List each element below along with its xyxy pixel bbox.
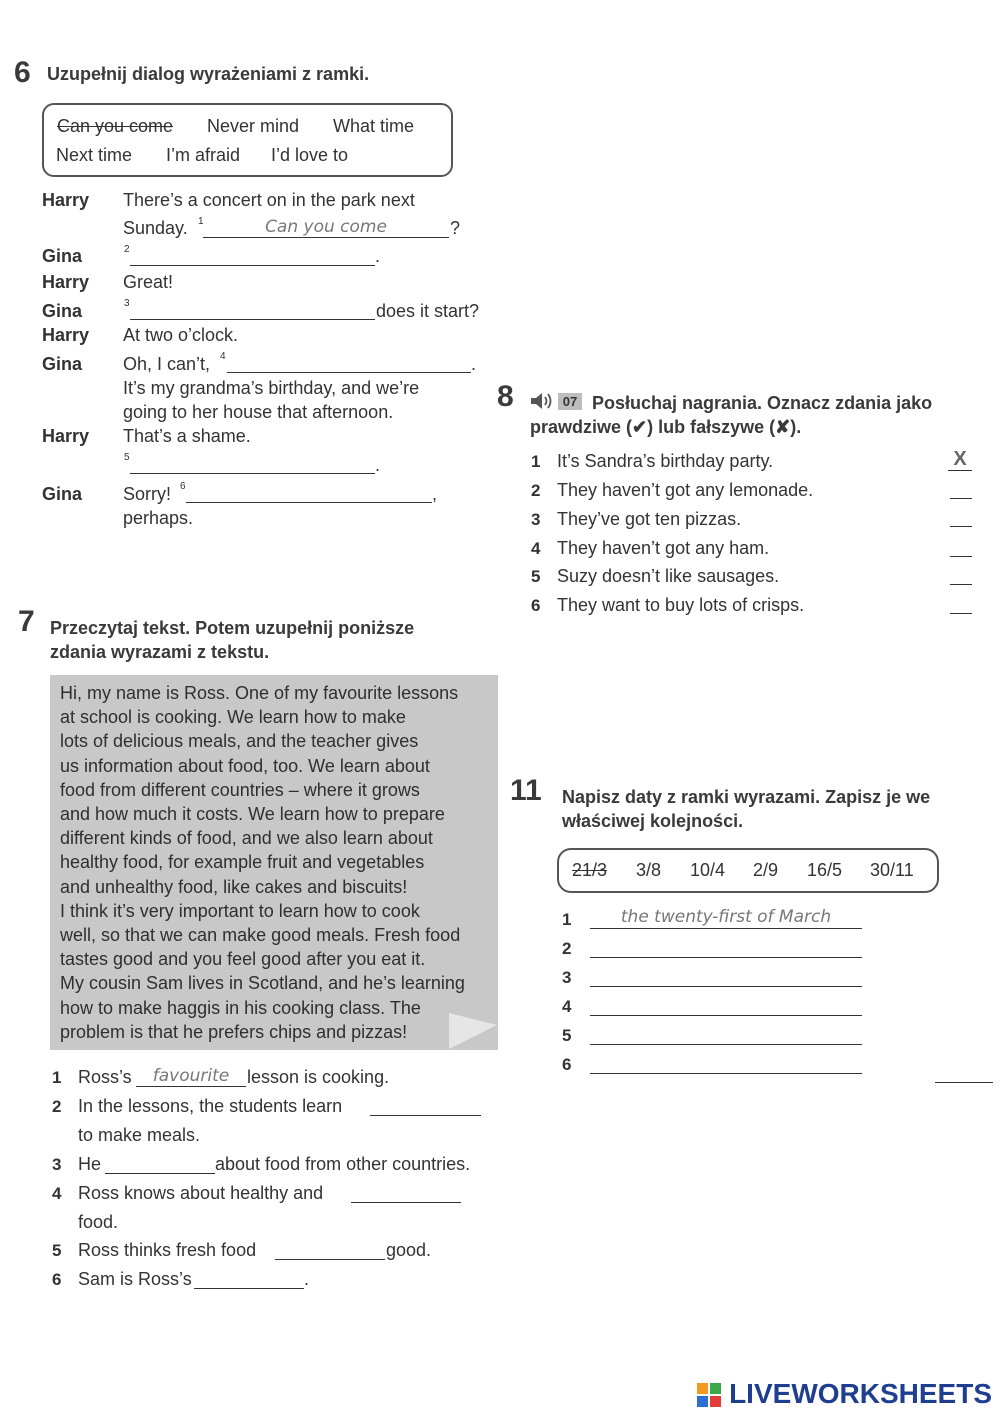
speaker-gina: Gina	[42, 301, 83, 321]
exercise-11-number: 11	[510, 774, 542, 807]
exercise-8-number: 8	[497, 380, 514, 413]
dialog-line: perhaps.	[123, 508, 194, 528]
date-item: 3/8	[636, 860, 662, 880]
dialog-line: At two o’clock.	[123, 325, 239, 345]
statement-text: They haven’t got any ham.	[557, 538, 770, 558]
audio-speaker-icon[interactable]	[529, 391, 557, 411]
item-number: 1	[562, 910, 572, 929]
exercise-7-number: 7	[18, 605, 35, 638]
reading-line: and how much it costs. We learn how to prepare	[60, 804, 445, 825]
answer-mark: X	[953, 448, 967, 470]
reading-line: us information about food, too. We learn about	[60, 755, 430, 776]
sentence-text: Ross thinks fresh food	[78, 1240, 257, 1260]
date-item: 30/11	[870, 860, 914, 880]
dialog-line: It’s my grandma’s birthday, and we’re	[123, 378, 420, 398]
box-word-next-time: Next time	[56, 145, 133, 165]
box-word-can-you-come: Can you come	[57, 116, 174, 136]
reading-line: and unhealthy food, like cakes and biscuits!	[60, 876, 408, 897]
exercise-8-title-line1: Posłuchaj nagrania. Oznacz zdania jako	[592, 393, 933, 413]
dialog-line: There’s a concert on in the park next	[123, 190, 415, 210]
item-number: 6	[562, 1055, 572, 1074]
dialog-blank-2[interactable]	[130, 265, 375, 266]
reading-line: problem is that he prefers chips and pizzas!	[60, 1021, 408, 1042]
box-word-id-love-to: I’d love to	[271, 145, 349, 165]
speaker-harry: Harry	[42, 272, 90, 292]
item-number: 1	[52, 1068, 62, 1087]
date-blank-6[interactable]	[590, 1073, 862, 1074]
date-blank-2[interactable]	[590, 957, 862, 958]
mark-blank-6[interactable]	[950, 613, 972, 614]
punctuation: ?	[450, 218, 461, 238]
ex7-blank-3[interactable]	[105, 1173, 215, 1174]
speaker-gina: Gina	[42, 354, 83, 374]
dialog-answer-1: Can you come	[265, 217, 387, 237]
reading-text	[60, 681, 490, 1044]
exercise-11-title-line2: właściwej kolejności.	[562, 811, 744, 831]
item-number: 2	[562, 939, 572, 958]
dialog-blank-1[interactable]	[203, 237, 449, 238]
item-number: 4	[52, 1184, 62, 1203]
exercise-6-number: 6	[14, 56, 31, 89]
reading-line: Hi, my name is Ross. One of my favourite lessons	[60, 683, 459, 703]
date-blank-1[interactable]	[590, 928, 862, 929]
item-number: 6	[531, 596, 541, 615]
sentence-text: Sam is Ross’s	[78, 1269, 192, 1289]
dialog-blank-5[interactable]	[130, 473, 375, 474]
sentence-text: lesson is cooking.	[247, 1067, 390, 1087]
ex7-blank-5[interactable]	[275, 1259, 385, 1260]
reading-line: I think it’s very important to learn how to cook	[60, 900, 420, 921]
sentence-text: good.	[386, 1240, 432, 1260]
dialog-line: Great!	[123, 272, 174, 292]
punctuation: .	[375, 455, 381, 475]
dialog-blank-3[interactable]	[130, 319, 375, 320]
reading-line: healthy food, for example fruit and vegetables	[60, 852, 425, 873]
reading-line: at school is cooking. We learn how to make	[60, 707, 406, 728]
mark-blank-5[interactable]	[950, 584, 972, 585]
punctuation: ,	[432, 484, 438, 504]
reading-line: different kinds of food, and we also learn about	[60, 828, 433, 849]
exercise-6-title: Uzupełnij dialog wyrażeniami z ramki.	[47, 64, 370, 84]
statement-text: They want to buy lots of crisps.	[557, 595, 805, 615]
date-blank-3[interactable]	[590, 986, 862, 987]
blank-number: 1	[198, 216, 204, 227]
reading-line: how to make haggis in his cooking class. The	[60, 997, 421, 1018]
mark-blank-4[interactable]	[950, 556, 972, 557]
reading-line: tastes good and you feel good after you eat it.	[60, 949, 426, 970]
box-word-im-afraid: I’m afraid	[166, 145, 241, 165]
ex7-answer-1: favourite	[152, 1066, 230, 1086]
mark-blank-2[interactable]	[950, 498, 972, 499]
statement-text: They haven’t got any lemonade.	[557, 480, 814, 500]
statement-text: It’s Sandra’s birthday party.	[557, 451, 774, 471]
track-number-badge: 07	[558, 393, 582, 410]
blank-number: 2	[124, 244, 130, 255]
page-corner-fold-icon	[445, 1005, 499, 1051]
item-number: 5	[562, 1026, 572, 1045]
blank-number: 3	[124, 298, 130, 309]
reading-line: food from different countries – where it grows	[60, 779, 420, 800]
ex7-blank-4[interactable]	[351, 1202, 461, 1203]
dialog-line: does it start?	[376, 301, 480, 321]
sentence-text: He	[78, 1154, 102, 1174]
blank-number: 6	[180, 481, 186, 492]
dialog-blank-6[interactable]	[186, 502, 432, 503]
dialog-line: That’s a shame.	[123, 426, 251, 446]
speaker-harry: Harry	[42, 190, 90, 210]
item-number: 3	[531, 510, 541, 529]
dialog-blank-4[interactable]	[227, 372, 471, 373]
item-number: 4	[562, 997, 572, 1016]
speaker-harry: Harry	[42, 426, 90, 446]
dialog-line: Oh, I can’t,	[123, 354, 211, 374]
date-item: 10/4	[690, 860, 726, 880]
liveworksheets-logo-text: LIVEWORKSHEETS	[729, 1378, 992, 1409]
stray-blank[interactable]	[935, 1082, 993, 1083]
exercise-7-title-line2: zdania wyrazami z tekstu.	[50, 642, 270, 662]
date-item: 2/9	[753, 860, 779, 880]
liveworksheets-logo-icon	[697, 1383, 721, 1407]
box-word-what-time: What time	[333, 116, 415, 136]
item-number: 3	[562, 968, 572, 987]
sentence-text: about food from other countries.	[215, 1154, 471, 1174]
speaker-gina: Gina	[42, 484, 83, 504]
date-item: 16/5	[807, 860, 843, 880]
speaker-gina: Gina	[42, 246, 83, 266]
mark-blank-1[interactable]	[948, 470, 972, 471]
sentence-text: food.	[78, 1212, 119, 1232]
dialog-line: Sunday.	[123, 218, 188, 238]
blank-number: 5	[124, 452, 130, 463]
ex7-blank-6[interactable]	[194, 1288, 304, 1289]
exercise-11-title-line1: Napisz daty z ramki wyrazami. Zapisz je we	[562, 787, 931, 807]
speaker-harry: Harry	[42, 325, 90, 345]
dialog-line: Sorry!	[123, 484, 172, 504]
item-number: 1	[531, 452, 541, 471]
item-number: 3	[52, 1155, 62, 1174]
punctuation: .	[375, 246, 381, 266]
reading-line: lots of delicious meals, and the teacher gives	[60, 731, 419, 752]
mark-blank-3[interactable]	[950, 526, 972, 527]
dialog-line: going to her house that afternoon.	[123, 402, 394, 422]
punctuation: .	[471, 354, 477, 374]
item-number: 5	[52, 1241, 62, 1260]
item-number: 6	[52, 1270, 62, 1289]
statement-text: They’ve got ten pizzas.	[557, 509, 742, 529]
ex7-blank-1[interactable]	[136, 1086, 246, 1087]
statement-text: Suzy doesn’t like sausages.	[557, 566, 780, 586]
item-number: 2	[531, 481, 541, 500]
box-word-never-mind: Never mind	[207, 116, 300, 136]
reading-line: well, so that we can make good meals. Fresh food	[60, 925, 461, 946]
item-number: 5	[531, 567, 541, 586]
sentence-text: to make meals.	[78, 1125, 201, 1145]
exercise-8-title-line2: prawdziwe (✔) lub fałszywe (✘).	[530, 417, 802, 437]
sentence-text: Ross’s	[78, 1067, 132, 1087]
date-blank-4[interactable]	[590, 1015, 862, 1016]
item-number: 4	[531, 539, 541, 558]
date-answer-1: the twenty-first of March	[620, 907, 832, 927]
blank-number: 4	[220, 351, 226, 362]
sentence-text: Ross knows about healthy and	[78, 1183, 324, 1203]
reading-text-box	[50, 675, 498, 1050]
exercise-7-title-line1: Przeczytaj tekst. Potem uzupełnij poniższe	[50, 618, 415, 638]
sentence-text: In the lessons, the students learn	[78, 1096, 343, 1116]
reading-line: My cousin Sam lives in Scotland, and he’s learning	[60, 973, 465, 994]
item-number: 2	[52, 1097, 62, 1116]
ex7-blank-2[interactable]	[370, 1115, 481, 1116]
date-blank-5[interactable]	[590, 1044, 862, 1045]
date-item: 21/3	[572, 860, 608, 880]
punctuation: .	[304, 1269, 310, 1289]
